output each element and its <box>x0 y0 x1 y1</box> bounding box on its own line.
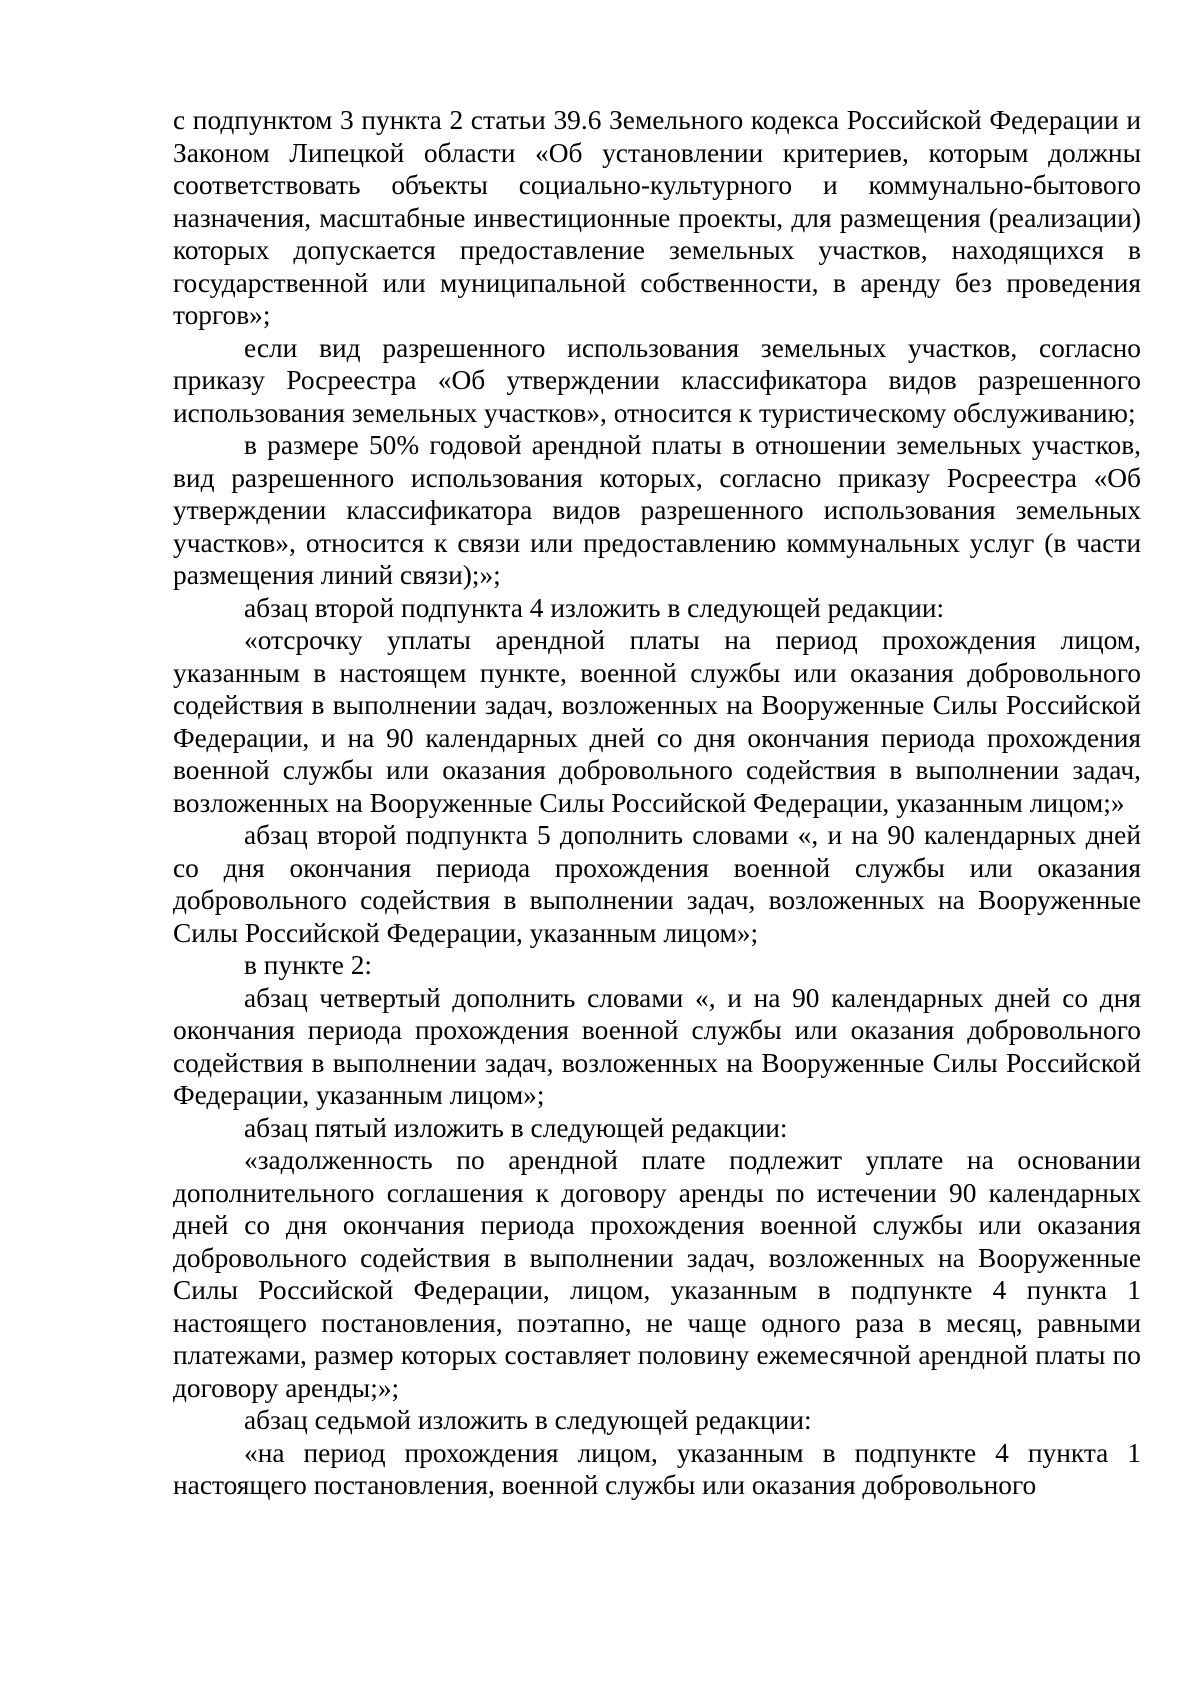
paragraph-7: в пункте 2: <box>244 950 373 980</box>
paragraph-3: в размере 50% годовой арендной платы в отношении земельных участков, вид разрешенного использования которых, согласно приказу Росреестра «Об утверждении классификатора видов разрешенного использования земельных участков», относится к связи или предоставлению коммунальных услуг (в части размещения линий связи);»; <box>173 430 1141 590</box>
document-page <box>173 104 1141 1502</box>
paragraph-8: абзац четвертый дополнить словами «, и на 90 календарных дней со дня окончания периода прохождения военной службы или оказания добровольного содействия в выполнении задач, возложенных на Вооруженные Силы Российской Федерации, указанным лицом»; <box>173 982 1141 1110</box>
paragraph-2: если вид разрешенного использования земельных участков, согласно приказу Росреестра «Об утверждении классификатора видов разрешенного использования земельных участков», относится к туристическому обслуживанию; <box>173 332 1141 428</box>
paragraph-6: абзац второй подпункта 5 дополнить словами «, и на 90 календарных дней со дня окончания периода прохождения военной службы или оказания добровольного содействия в выполнении задач, возложенных на Вооруженные Силы Российской Федерации, указанным лицом»; <box>173 820 1141 948</box>
paragraph-12: «на период прохождения лицом, указанным в подпункте 4 пункта 1 настоящего постановления, военной службы или оказания добровольного <box>173 1437 1141 1500</box>
paragraph-4: абзац второй подпункта 4 изложить в следующей редакции: <box>244 592 945 623</box>
paragraph-11: абзац седьмой изложить в следующей редакции: <box>244 1405 812 1435</box>
paragraph-5: «отсрочку уплаты арендной платы на период прохождения лицом, указанным в настоящем пункте, военной службы или оказания добровольного содействия в выполнении задач, возложенных на Вооруженные Силы Российской Федерации, и на 90 календарных дней со дня окончания периода прохождения военной службы или оказания добровольного содействия в выполнении задач, возложенных на Вооруженные Силы Российской Федерации, указанным лицом;» <box>173 625 1141 818</box>
paragraph-10: «задолженность по арендной плате подлежит уплате на основании дополнительного соглашения к договору аренды по истечении 90 календарных дней со дня окончания периода прохождения военной службы или оказания добровольного содействия в выполнении задач, возложенных на Вооруженные Силы Российской Федерации, лицом, указанным в подпункте 4 пункта 1 настоящего постановления, поэтапно, не чаще одного раза в месяц, равными платежами, размер которых составляет половину ежемесячной арендной платы по договору аренды;»; <box>173 1145 1141 1403</box>
paragraph-9: абзац пятый изложить в следующей редакции: <box>244 1112 788 1143</box>
paragraph-1: с подпунктом 3 пункта 2 статьи 39.6 Земельного кодекса Российской Федерации и Законом Липецкой области «Об установлении критериев, которым должны соответствовать объекты социально-культурного и коммунально-бытового назначения, масштабные инвестиционные проекты, для размещения (реализации) которых допускается предоставление земельных участков, находящихся в государственной или муниципальной собственности, в аренду без проведения торгов»; <box>173 105 1141 330</box>
